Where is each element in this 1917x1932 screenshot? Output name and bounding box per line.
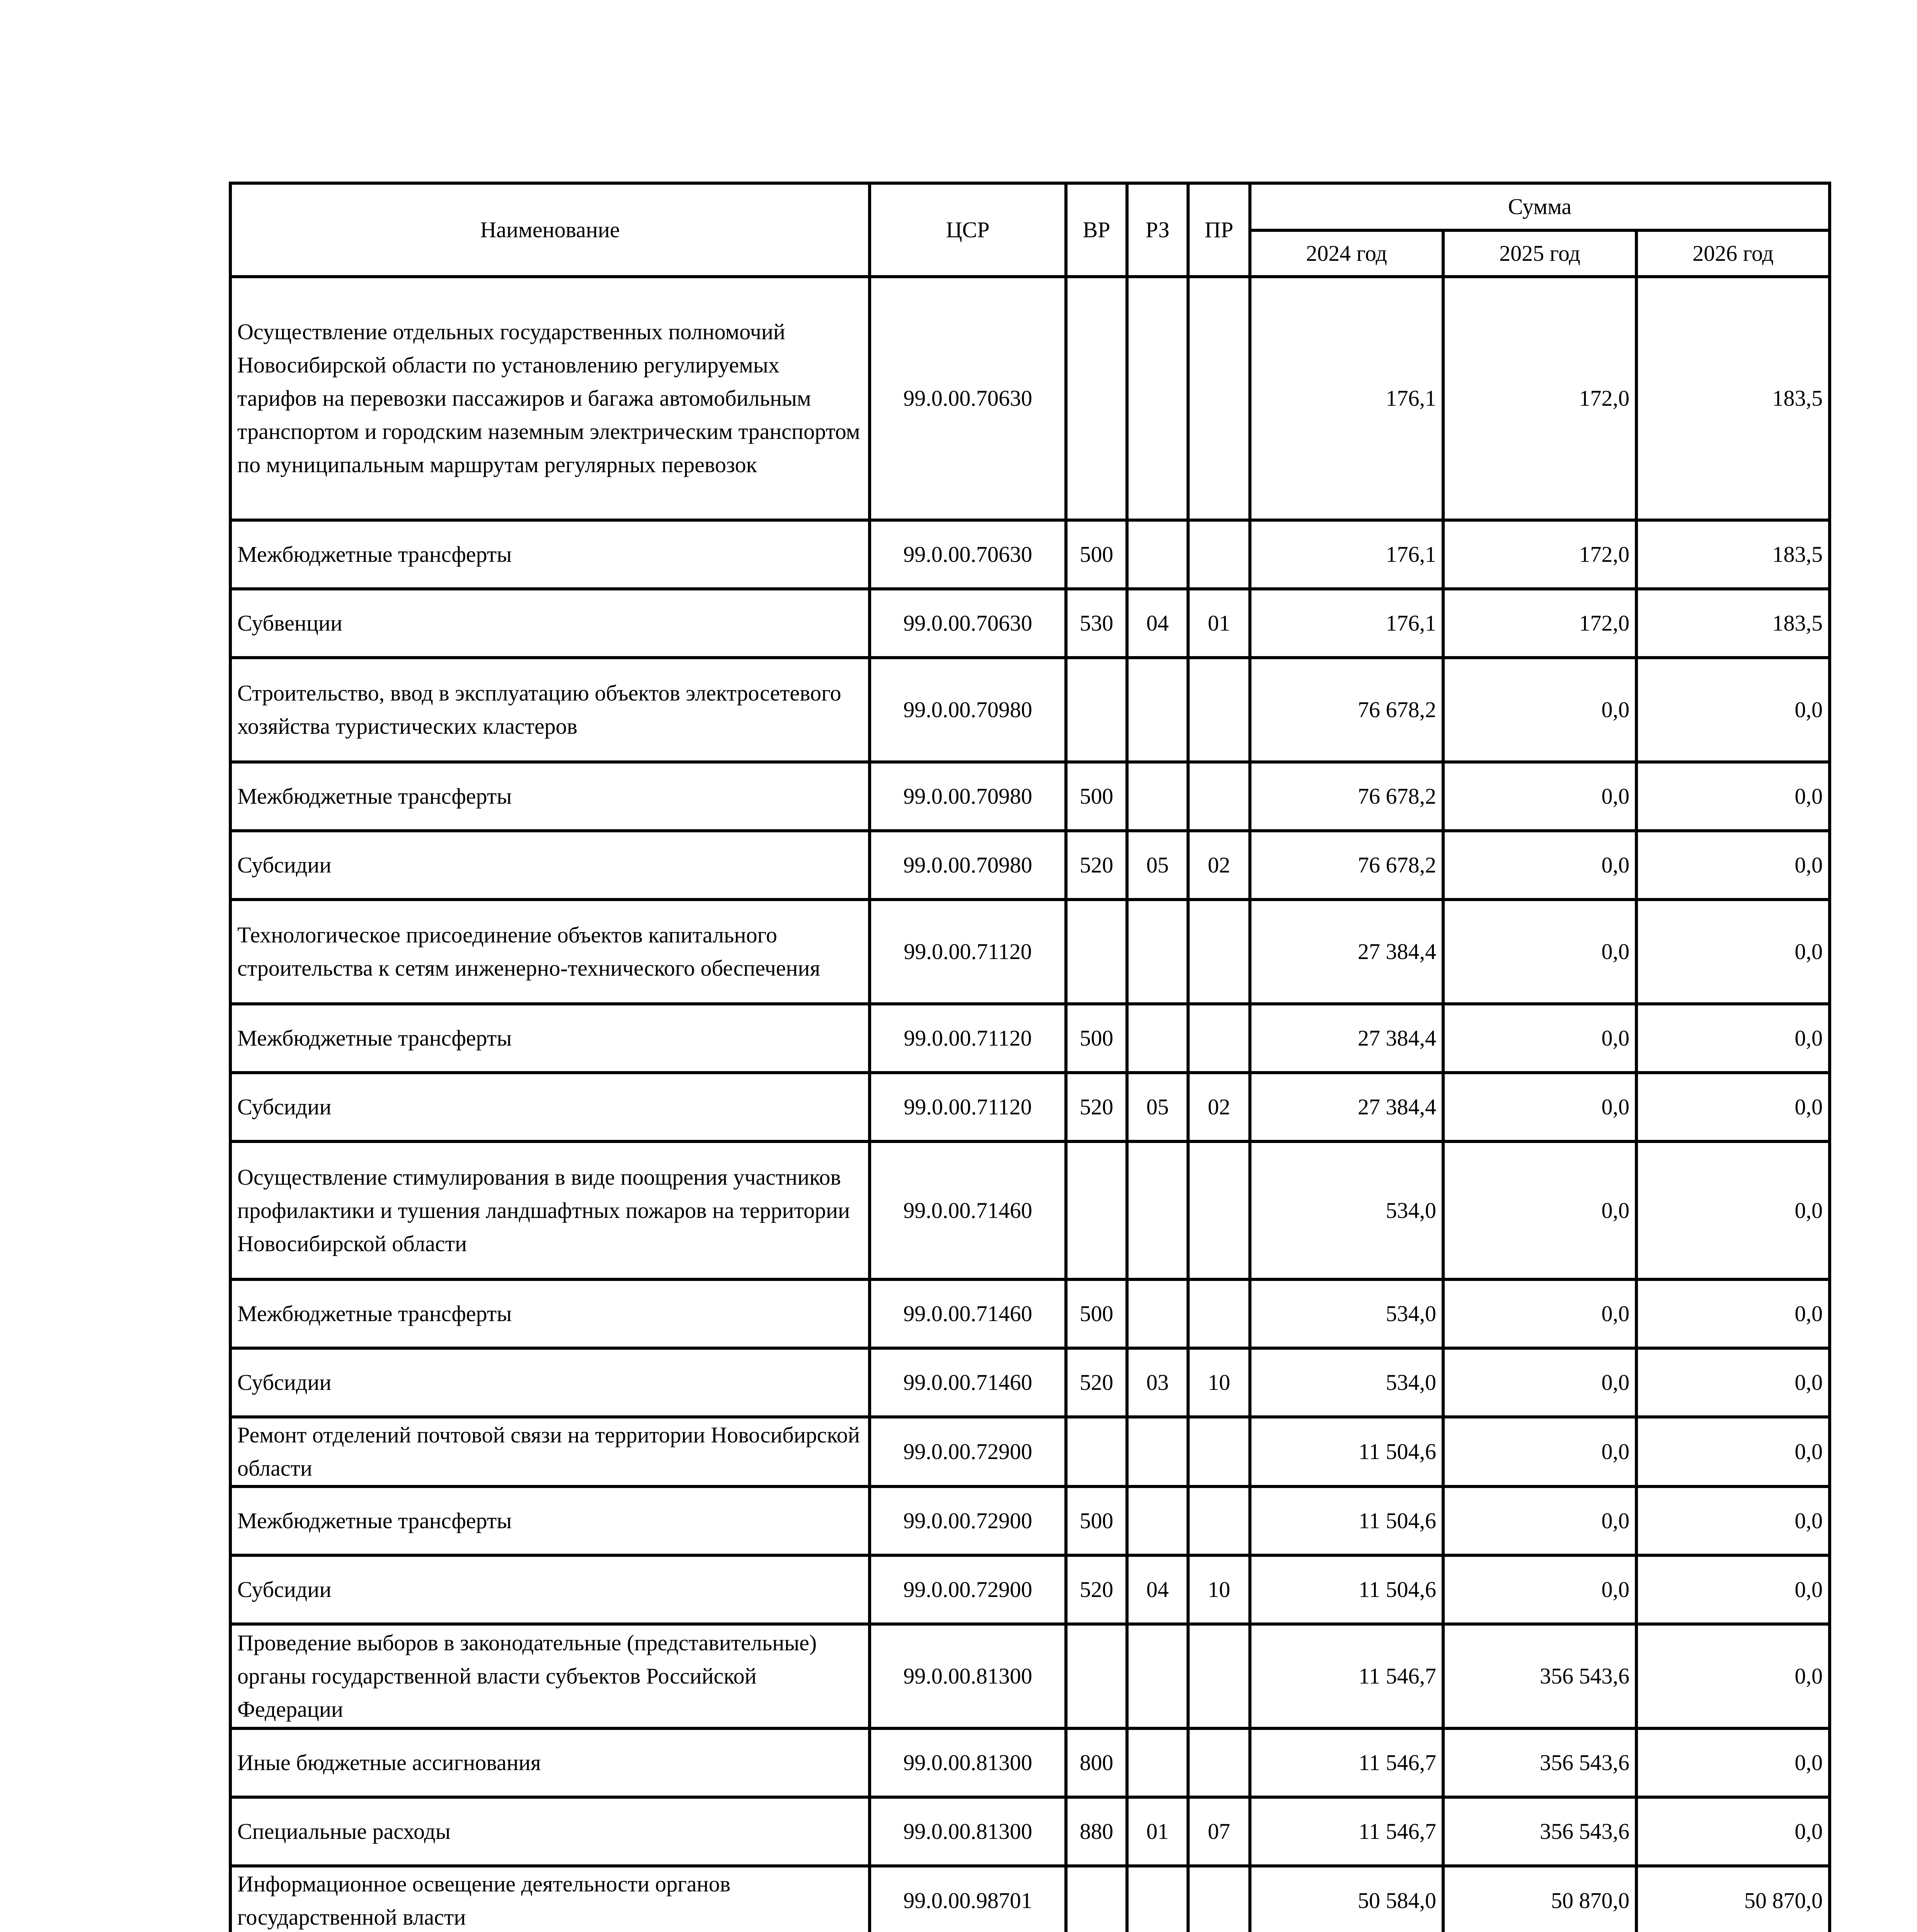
row-pr: 07 [1188,1797,1250,1866]
row-amount-2024: 176,1 [1250,277,1443,520]
table-row [230,1728,1830,1797]
row-vr [1066,1866,1127,1932]
row-name: Субсидии [230,831,870,900]
table-row [230,1073,1830,1141]
row-csr: 99.0.00.70980 [870,762,1066,831]
row-name: Межбюджетные трансферты [230,1279,870,1348]
row-rz [1127,1141,1188,1279]
row-amount-2026: 0,0 [1636,762,1830,831]
row-amount-2026: 0,0 [1636,1797,1830,1866]
row-vr [1066,900,1127,1004]
header-year-2025: 2025 год [1443,230,1636,277]
row-pr: 10 [1188,1555,1250,1624]
table-row [230,520,1830,589]
row-amount-2026: 0,0 [1636,1417,1830,1486]
row-name: Технологическое присоединение объектов капитального строительства к сетям инженерно-технического обеспечения [230,900,870,1004]
row-csr: 99.0.00.71120 [870,1004,1066,1073]
row-amount-2024: 534,0 [1250,1279,1443,1348]
row-amount-2025: 0,0 [1443,1486,1636,1555]
row-vr: 530 [1066,589,1127,658]
row-amount-2024: 76 678,2 [1250,762,1443,831]
budget-table [229,182,1831,1932]
table-row [230,1279,1830,1348]
table-row [230,1348,1830,1417]
row-name: Межбюджетные трансферты [230,1486,870,1555]
row-amount-2025: 0,0 [1443,900,1636,1004]
row-amount-2024: 11 504,6 [1250,1417,1443,1486]
row-amount-2024: 176,1 [1250,589,1443,658]
row-amount-2025: 0,0 [1443,1417,1636,1486]
table-row [230,1555,1830,1624]
row-vr: 520 [1066,831,1127,900]
row-csr: 99.0.00.71460 [870,1141,1066,1279]
row-vr: 500 [1066,520,1127,589]
row-amount-2026: 0,0 [1636,1279,1830,1348]
row-amount-2025: 0,0 [1443,1073,1636,1141]
table-row [230,831,1830,900]
row-pr: 02 [1188,831,1250,900]
row-pr [1188,1486,1250,1555]
row-vr: 520 [1066,1555,1127,1624]
row-csr: 99.0.00.70980 [870,658,1066,762]
row-pr [1188,277,1250,520]
header-sum: Сумма [1250,183,1830,230]
table-row [230,1141,1830,1279]
row-name: Специальные расходы [230,1797,870,1866]
header-rz: РЗ [1127,183,1188,277]
row-vr: 520 [1066,1073,1127,1141]
row-csr: 99.0.00.71460 [870,1348,1066,1417]
table-row [230,1486,1830,1555]
row-rz [1127,1866,1188,1932]
row-vr: 800 [1066,1728,1127,1797]
row-vr [1066,1417,1127,1486]
row-rz [1127,277,1188,520]
row-amount-2024: 176,1 [1250,520,1443,589]
header-pr: ПР [1188,183,1250,277]
row-amount-2026: 183,5 [1636,520,1830,589]
row-rz [1127,520,1188,589]
row-csr: 99.0.00.72900 [870,1486,1066,1555]
row-pr [1188,1141,1250,1279]
row-vr [1066,277,1127,520]
row-vr: 500 [1066,1486,1127,1555]
row-name: Межбюджетные трансферты [230,520,870,589]
row-pr: 10 [1188,1348,1250,1417]
row-amount-2025: 356 543,6 [1443,1624,1636,1728]
row-csr: 99.0.00.81300 [870,1728,1066,1797]
row-pr [1188,1866,1250,1932]
row-amount-2025: 0,0 [1443,1004,1636,1073]
row-amount-2024: 27 384,4 [1250,1073,1443,1141]
header-year-2024: 2024 год [1250,230,1443,277]
row-vr [1066,1624,1127,1728]
row-csr: 99.0.00.98701 [870,1866,1066,1932]
row-name: Осуществление стимулирования в виде поощрения участников профилактики и тушения ландшафтных пожаров на территории Новосибирской области [230,1141,870,1279]
row-amount-2024: 534,0 [1250,1348,1443,1417]
row-rz: 04 [1127,1555,1188,1624]
row-amount-2024: 11 546,7 [1250,1728,1443,1797]
row-rz [1127,1279,1188,1348]
row-name: Иные бюджетные ассигнования [230,1728,870,1797]
row-csr: 99.0.00.70630 [870,277,1066,520]
row-vr: 500 [1066,1279,1127,1348]
row-amount-2026: 0,0 [1636,1624,1830,1728]
row-csr: 99.0.00.72900 [870,1417,1066,1486]
row-amount-2024: 50 584,0 [1250,1866,1443,1932]
row-amount-2026: 0,0 [1636,658,1830,762]
row-rz [1127,1728,1188,1797]
row-name: Осуществление отдельных государственных полномочий Новосибирской области по установлению регулируемых тарифов на перевозки пассажиров и багажа автомобильным транспортом и городским наземным электрическим транспортом по муниципальным маршрутам регулярных перевозок [230,277,870,520]
row-name: Информационное освещение деятельности органов государственной власти [230,1866,870,1932]
row-amount-2025: 172,0 [1443,520,1636,589]
row-pr [1188,1417,1250,1486]
row-rz [1127,1486,1188,1555]
row-amount-2026: 0,0 [1636,1348,1830,1417]
table-body [230,277,1830,1932]
row-amount-2025: 172,0 [1443,277,1636,520]
row-pr [1188,762,1250,831]
row-name: Субсидии [230,1348,870,1417]
row-amount-2026: 0,0 [1636,1141,1830,1279]
row-csr: 99.0.00.72900 [870,1555,1066,1624]
row-pr [1188,520,1250,589]
row-name: Строительство, ввод в эксплуатацию объектов электросетевого хозяйства туристических кластеров [230,658,870,762]
row-amount-2026: 0,0 [1636,900,1830,1004]
row-amount-2026: 0,0 [1636,831,1830,900]
row-vr [1066,1141,1127,1279]
table-row [230,762,1830,831]
row-name: Проведение выборов в законодательные (представительные) органы государственной власти субъектов Российской Федерации [230,1624,870,1728]
row-pr [1188,1728,1250,1797]
row-name: Межбюджетные трансферты [230,762,870,831]
row-rz: 01 [1127,1797,1188,1866]
table-row [230,277,1830,520]
row-amount-2024: 11 546,7 [1250,1797,1443,1866]
row-name: Субвенции [230,589,870,658]
row-rz: 05 [1127,1073,1188,1141]
row-amount-2026: 183,5 [1636,277,1830,520]
row-pr: 01 [1188,589,1250,658]
row-vr: 500 [1066,1004,1127,1073]
row-amount-2024: 76 678,2 [1250,831,1443,900]
table-row [230,1624,1830,1728]
row-rz [1127,658,1188,762]
row-amount-2024: 76 678,2 [1250,658,1443,762]
row-rz [1127,1624,1188,1728]
row-vr: 500 [1066,762,1127,831]
row-amount-2024: 11 546,7 [1250,1624,1443,1728]
row-pr: 02 [1188,1073,1250,1141]
row-rz [1127,1417,1188,1486]
row-amount-2025: 0,0 [1443,1348,1636,1417]
row-amount-2025: 172,0 [1443,589,1636,658]
row-pr [1188,900,1250,1004]
row-name: Ремонт отделений почтовой связи на территории Новосибирской области [230,1417,870,1486]
table-row [230,589,1830,658]
row-pr [1188,658,1250,762]
row-amount-2026: 0,0 [1636,1073,1830,1141]
row-pr [1188,1279,1250,1348]
header-year-2026: 2026 год [1636,230,1830,277]
row-amount-2025: 0,0 [1443,831,1636,900]
row-rz: 05 [1127,831,1188,900]
row-amount-2026: 0,0 [1636,1555,1830,1624]
row-amount-2026: 50 870,0 [1636,1866,1830,1932]
row-amount-2025: 0,0 [1443,1555,1636,1624]
row-vr: 520 [1066,1348,1127,1417]
table-row [230,900,1830,1004]
row-rz [1127,900,1188,1004]
row-amount-2024: 27 384,4 [1250,1004,1443,1073]
row-amount-2024: 11 504,6 [1250,1555,1443,1624]
row-rz [1127,1004,1188,1073]
row-csr: 99.0.00.70980 [870,831,1066,900]
row-csr: 99.0.00.70630 [870,520,1066,589]
row-amount-2024: 27 384,4 [1250,900,1443,1004]
table-row [230,658,1830,762]
row-pr [1188,1624,1250,1728]
row-amount-2025: 0,0 [1443,1279,1636,1348]
row-amount-2025: 356 543,6 [1443,1797,1636,1866]
row-csr: 99.0.00.70630 [870,589,1066,658]
row-amount-2025: 356 543,6 [1443,1728,1636,1797]
header-csr: ЦСР [870,183,1066,277]
row-rz: 03 [1127,1348,1188,1417]
row-amount-2025: 0,0 [1443,658,1636,762]
row-amount-2024: 534,0 [1250,1141,1443,1279]
row-amount-2026: 0,0 [1636,1004,1830,1073]
header-vr: ВР [1066,183,1127,277]
row-amount-2026: 183,5 [1636,589,1830,658]
row-name: Межбюджетные трансферты [230,1004,870,1073]
row-amount-2026: 0,0 [1636,1728,1830,1797]
row-vr: 880 [1066,1797,1127,1866]
row-rz: 04 [1127,589,1188,658]
row-amount-2025: 50 870,0 [1443,1866,1636,1932]
row-pr [1188,1004,1250,1073]
row-amount-2024: 11 504,6 [1250,1486,1443,1555]
row-amount-2025: 0,0 [1443,1141,1636,1279]
row-csr: 99.0.00.71120 [870,900,1066,1004]
row-name: Субсидии [230,1073,870,1141]
table-row [230,1866,1830,1932]
table-row [230,1004,1830,1073]
row-csr: 99.0.00.71460 [870,1279,1066,1348]
header-name: Наименование [230,183,870,277]
row-amount-2025: 0,0 [1443,762,1636,831]
row-rz [1127,762,1188,831]
table-row [230,1797,1830,1866]
row-vr [1066,658,1127,762]
row-csr: 99.0.00.71120 [870,1073,1066,1141]
row-csr: 99.0.00.81300 [870,1797,1066,1866]
row-amount-2026: 0,0 [1636,1486,1830,1555]
row-name: Субсидии [230,1555,870,1624]
row-csr: 99.0.00.81300 [870,1624,1066,1728]
table-row [230,1417,1830,1486]
